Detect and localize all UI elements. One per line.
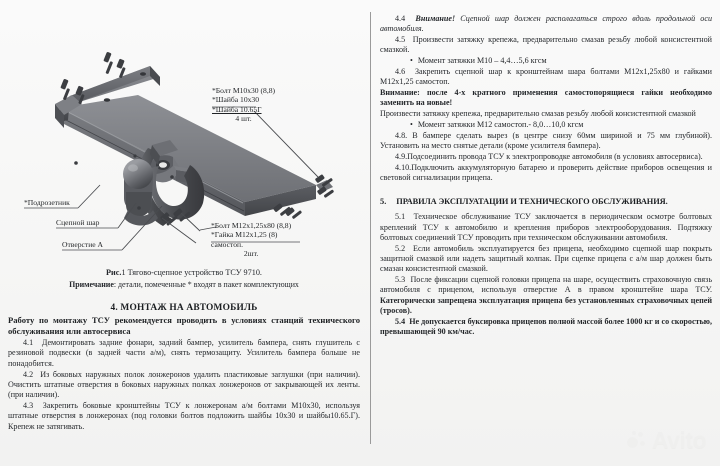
callout-bolt-m12-qty: 2шт. [243, 249, 259, 259]
attention-nuts-block: Внимание: после 4-х кратного применения самостопорящиеся гайки необходимо заменить на новые! [380, 88, 712, 108]
paragraph-4-5-text: Произвести затяжку крепежа, предварительно смазав резьбу любой консистентной смазкой. [380, 35, 712, 55]
paragraph-4-10 [380, 163, 712, 184]
tow-hitch-figure [0, 0, 368, 262]
paragraph-5-3-text: После фиксации сцепной головки прицепа на шаре, осуществить страховочную связь автомобиля с прицепом, используя отверстие А в правом кронштейне шара ТСУ. [380, 275, 713, 295]
paragraph-4-10-number: 4.10. [395, 162, 412, 172]
paragraph-4-9-number: 4.9. [395, 151, 408, 161]
paragraph-5-3 [380, 275, 712, 316]
avito-logo-icon [627, 431, 647, 451]
paragraph-4-9-text: Подсоединить провода ТСУ к электропроводке автомобиля (в условиях автосервиса). [407, 151, 703, 161]
paragraph-4-10-text: Подключить аккумуляторную батарею и проверить действие приборов освещения и световой сигнализации прицепа. [380, 162, 712, 182]
callout-hole-a: Отверстие А [62, 240, 104, 249]
paragraph-tighten-again: Произвести затяжку крепежа, предварительно смазав резьбу любой консистентной смазкой [380, 109, 696, 119]
paragraph-5-1-number: 5.1 [395, 212, 406, 222]
paragraph-5-2-text: Если автомобиль эксплуатируется без прицепа, необходимо сцепной шар покрыть защитной смазкой или надеть защитный колпак. При сцепке прицепа с а/м шар должен быть смазан консистентной смазкой. [380, 243, 712, 274]
callout-bolt-m10 [212, 86, 275, 124]
paragraph-4-3 [8, 401, 360, 432]
figure-note-label: Примечание [69, 280, 114, 289]
paragraph-5-3-bold-tail: Категорически запрещена эксплуатация прицепа без установленных страховочных цепей (тросов). [380, 295, 712, 315]
paragraph-4-6 [380, 67, 712, 88]
paragraph-4-4 [380, 14, 712, 35]
callout-bolt-m10-line1: *Болт М10х30 (8,8) [212, 86, 276, 95]
paragraph-4-9 [380, 152, 712, 162]
callout-bolt-m10-line2: *Шайба 10х30 [212, 95, 260, 105]
paragraph-5-3-number: 5.3 [395, 275, 406, 285]
paragraph-5-4-number: 5.4 [395, 316, 406, 326]
paragraph-4-8-number: 4.8. [395, 130, 408, 140]
paragraph-4-2-text: Из боковых наружных полок лонжеронов удалить пластиковые заглушки (при наличии). Очистить штатные отверстия в боковых наружных полках лонжеронов от закрывающей их ленты.(при наличии). [8, 369, 360, 400]
bullet-torque-m12: • Момент затяжки М12 самостоп.- 8,0…10,0 кгсм [380, 120, 712, 130]
paragraph-4-4-attention: Внимание! [415, 14, 456, 23]
paragraph-4-5-number: 4.5 [395, 35, 406, 45]
paragraph-5-2 [380, 244, 712, 275]
callout-bolt-m10-qty: 4 шт. [235, 114, 252, 124]
paragraph-5-1 [380, 212, 712, 243]
paragraph-4-1-text: Демонтировать задние фонари, задний бампер, усилитель бампера, снять глушитель с резиновой подвески (в задней части а/м), снять термозащиту. Усилитель бампера больше не понадобится. [8, 338, 360, 368]
paragraph-4-2 [8, 370, 360, 401]
paragraph-4-4-number: 4.4 [395, 14, 406, 23]
left-column-body [8, 296, 360, 432]
bullet-torque-m10: • Момент затяжки М10 – 4,4…5,6 кгсм [380, 56, 712, 66]
callout-bolt-m12-line1: *Болт М12х1,25х80 (8,8) [211, 221, 292, 230]
callout-tow-ball: Сцепной шар [56, 218, 100, 227]
paragraph-4-2-number: 4.2 [23, 369, 34, 379]
right-column [374, 0, 720, 466]
figure-caption-label: Рис. [106, 268, 122, 277]
paragraph-4-5 [380, 35, 712, 56]
paragraph-5-4 [380, 317, 712, 338]
section5-heading [380, 197, 712, 206]
paragraph-5-2-number: 5.2 [395, 243, 406, 253]
avito-watermark [627, 427, 706, 454]
callout-socket-plate: *Подрозетник [24, 198, 70, 207]
figure-note [8, 280, 360, 289]
paragraph-4-8 [380, 131, 712, 152]
section4-lead: Работу по монтажу ТСУ рекомендуется проводить в условиях станций технического обслуживания или автосервиса [8, 315, 360, 336]
paragraph-5-4-text: Не допускается буксировка прицепов полной массой более 1000 кг и со скоростью, превышающей 90 км/час. [380, 316, 713, 337]
figure-caption-text: Тягово-сцепное устройство ТСУ 9710. [125, 268, 262, 277]
callout-bolt-m12-line2: *Гайка М12х1,25 (8) [211, 230, 278, 240]
paragraph-4-1 [8, 338, 360, 369]
paragraph-4-6-text: Закрепить сцепной шар к кронштейнам шара болтами М12х1,25х80 и гайками М12х1,25 самостоп. [380, 66, 713, 87]
paragraph-4-6-number: 4.6 [395, 66, 406, 76]
figure-note-text: : детали, помеченные * входят в пакет комплектующих [113, 280, 299, 289]
figure-caption [8, 268, 360, 277]
paragraph-4-4-text: Сцепной шар должен располагаться строго вдоль продольной оси автомобиля. [380, 14, 712, 34]
paragraph-4-1-number: 4.1 [23, 338, 34, 348]
callout-bolt-m10-line3: *Шайба 10.65Г [212, 104, 262, 114]
figure-caption-number: 1 [121, 268, 126, 277]
callout-bolt-m12 [211, 221, 291, 259]
section4-heading: 4. МОНТАЖ НА АВТОМОБИЛЬ [110, 303, 258, 313]
avito-watermark-label: Avito [651, 427, 706, 453]
section5-number: 5. [380, 197, 387, 207]
section5-title: ПРАВИЛА ЭКСПЛУАТАЦИИ И ТЕХНИЧЕСКОГО ОБСЛУЖИВАНИЯ. [396, 197, 668, 207]
callout-bolt-m12-line3: самостоп. [211, 239, 243, 249]
column-divider [370, 12, 371, 444]
paragraph-4-3-number: 4.3 [23, 400, 34, 410]
paragraph-4-8-text: В бампере сделать вырез (в центре снизу 60мм шириной и 75 мм глубиной). Установить на место снятые детали (кроме усилителя бампера). [380, 130, 712, 151]
paragraph-5-1-text: Техническое обслуживание ТСУ заключается в периодическом осмотре болтовых креплений ТСУ к автомобилю и крепления приборов электрооборудования. Подтяжку болтовых соединений ТСУ проводить при техническом обслуживании автомобиля. [380, 212, 713, 242]
paragraph-4-3-text: Закрепить боковые кронштейны ТСУ к лонжеронам а/м болтами М10х30, используя штатные отверстия в лонжеронах (под головки болтов подложить шайбы 10х30 и шайбы10.65.Г). Крепеж не затягивать. [8, 400, 360, 431]
